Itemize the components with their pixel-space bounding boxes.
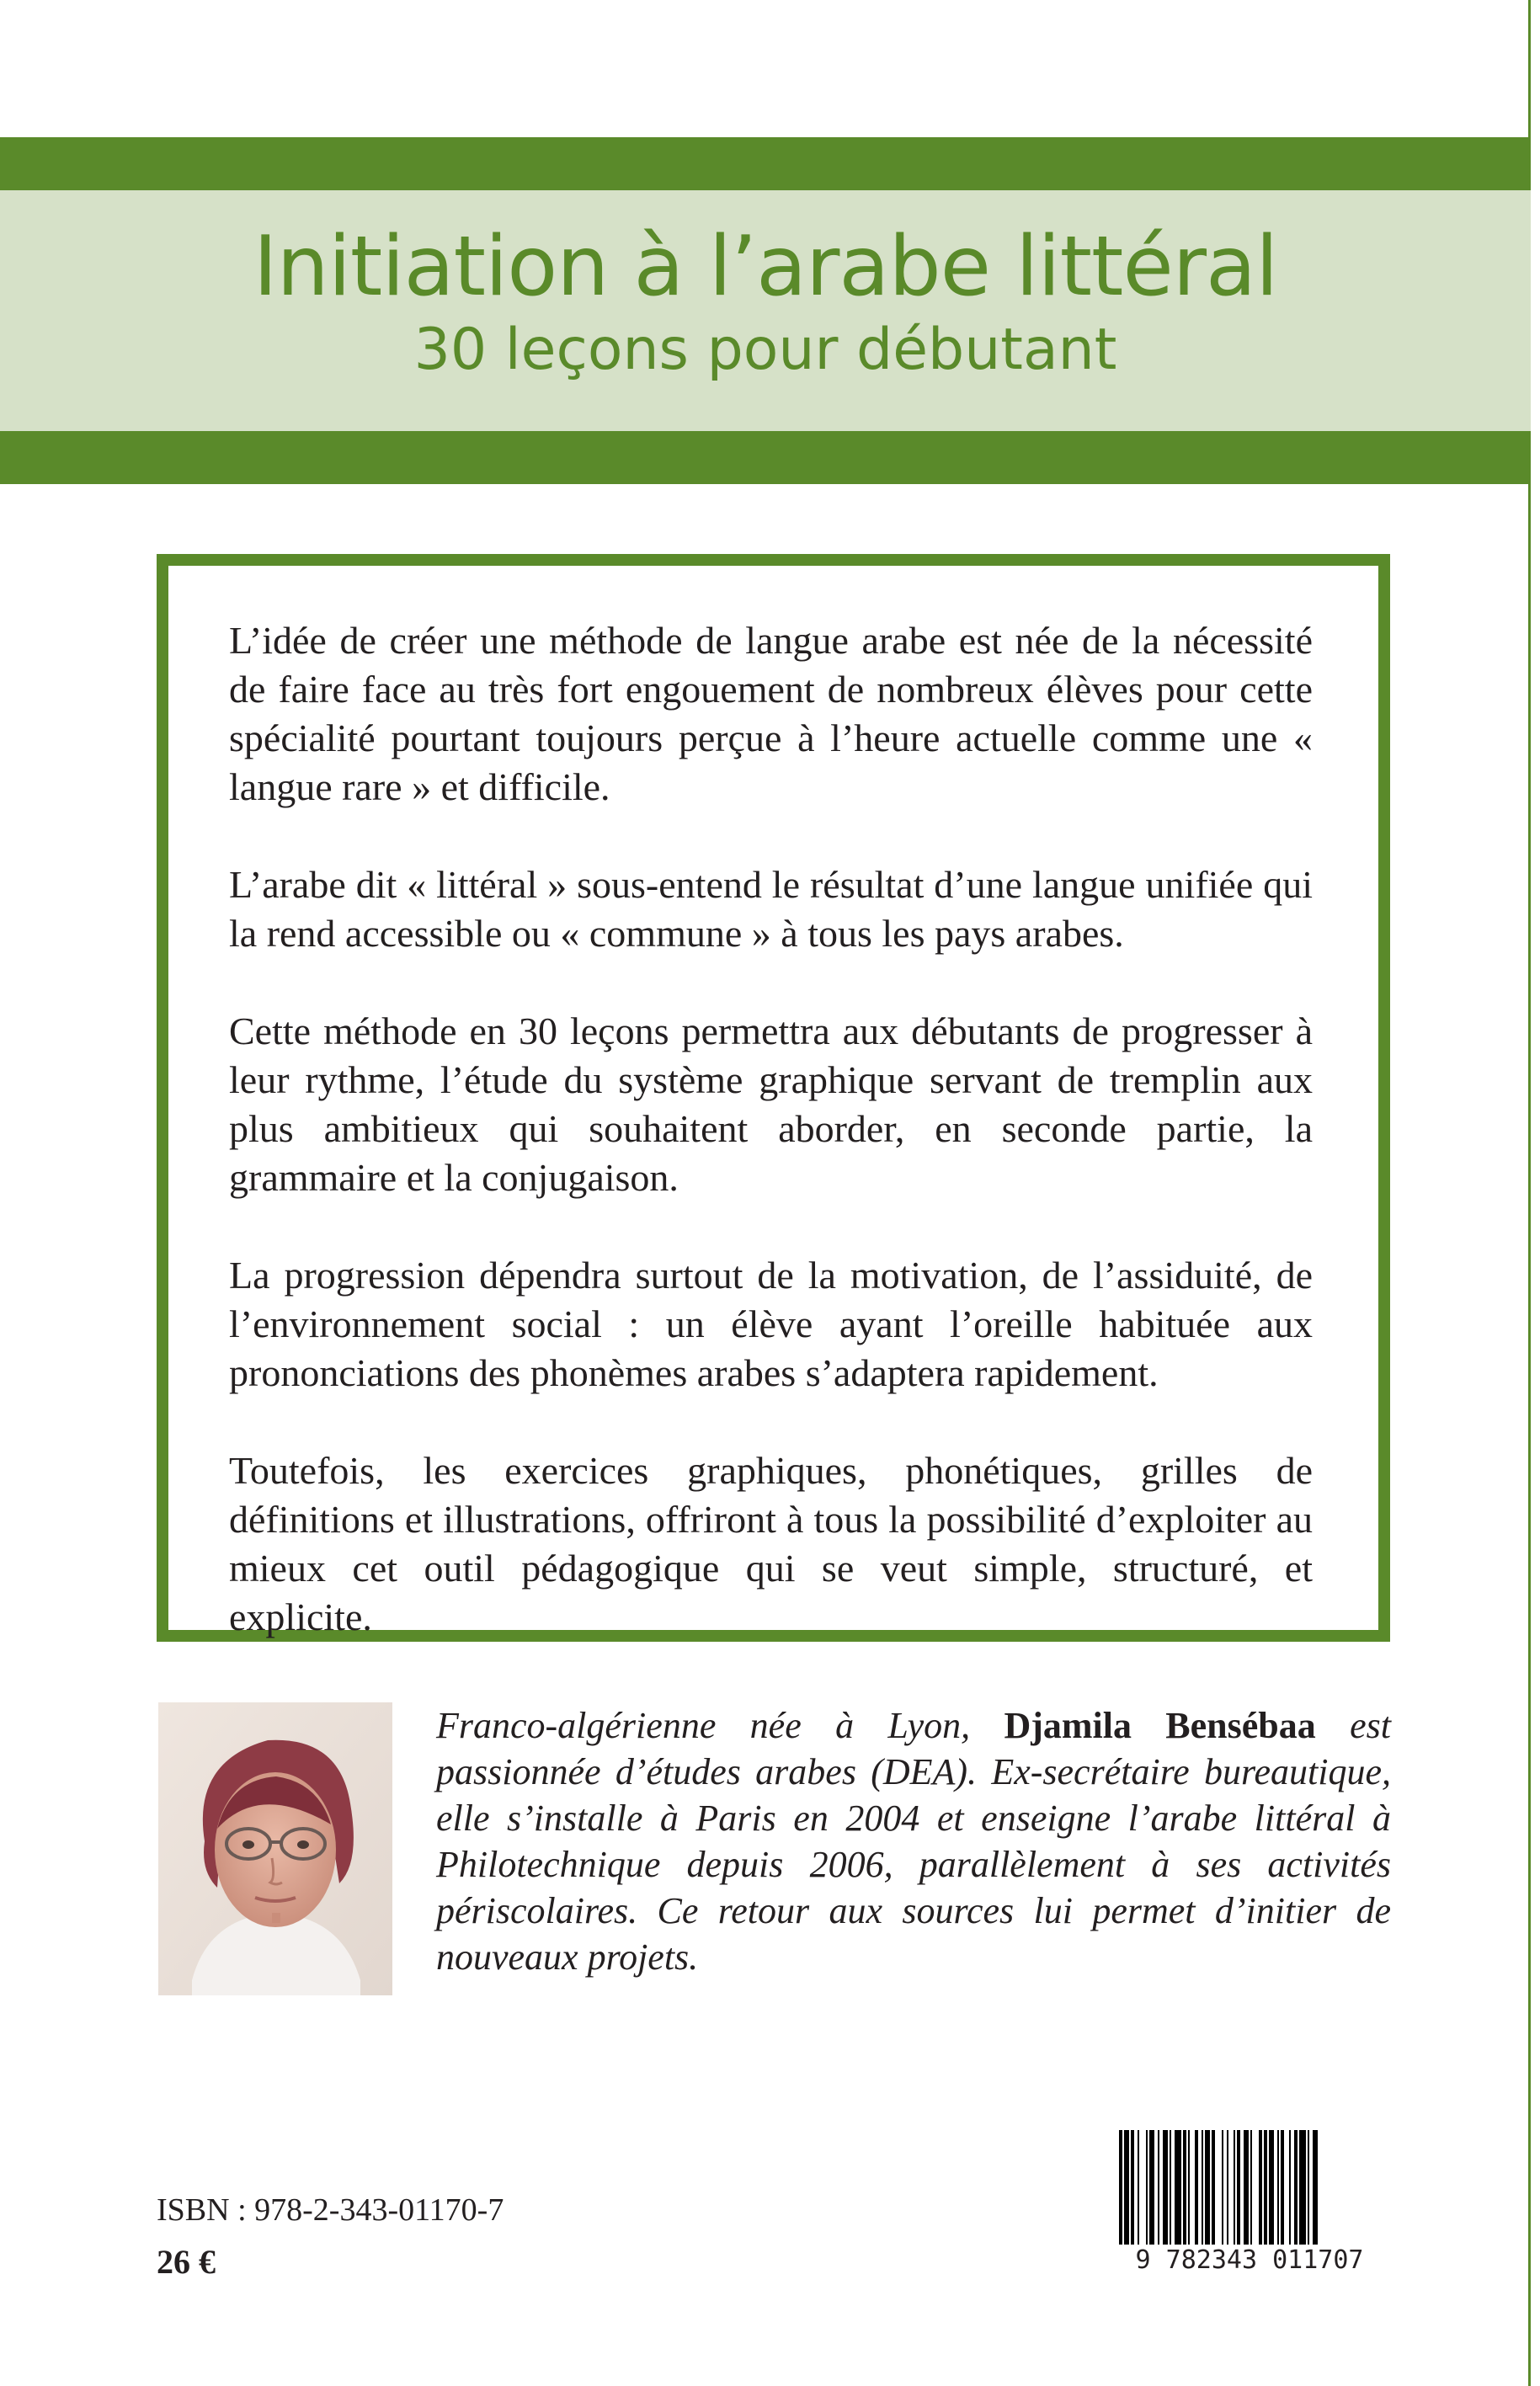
book-title: Initiation à l’arabe littéral <box>253 219 1278 315</box>
barcode-bar <box>1175 2130 1181 2245</box>
barcode-bar <box>1195 2130 1198 2245</box>
barcode-bar <box>1281 2130 1284 2245</box>
barcode-bar <box>1138 2130 1139 2245</box>
barcode-bar <box>1299 2130 1306 2245</box>
description-paragraph: L’arabe dit « littéral » sous-entend le résultat d’une langue unifiée qui la rend accessible ou « commune » à tous les pays arabes. <box>229 863 1313 955</box>
description-paragraph: L’idée de créer une méthode de langue arabe est née de la nécessité de faire face au très fort engouement de nombreux élèves pour cette spécialité pourtant toujours perçue à l’heure actuelle comme une « langue rare » et difficile. <box>229 619 1313 808</box>
barcode-bar <box>1313 2130 1318 2245</box>
barcode-bar <box>1234 2130 1235 2245</box>
barcode-bar <box>1222 2130 1223 2245</box>
barcode-bar <box>1131 2130 1134 2245</box>
barcode-bar <box>1124 2130 1129 2245</box>
author-bio-text: est passionnée d’études arabes (DEA). Ex-secrétaire bureautique, elle s’installe à Paris en 2004 et enseigne l’arabe littéral à Philotechnique depuis 2006, parallèlement à ses activités périscolaires. Ce retour aux sources lui permet d’initier de nouveaux projets. <box>436 1705 1391 1978</box>
description-frame <box>157 554 1390 1642</box>
barcode-bar <box>1227 2130 1228 2245</box>
description-paragraph: Toutefois, les exercices graphiques, phonétiques, grilles de définitions et illustrations, offriront à tous la possibilité d’exploiter au mieux cet outil pédagogique qui se veut simple, structuré, et explicite. <box>229 1449 1313 1638</box>
price: 26 € <box>157 2243 216 2281</box>
barcode-bar <box>1149 2130 1154 2245</box>
header-band-top <box>0 137 1531 190</box>
description-paragraph: La progression dépendra surtout de la motivation, de l’assiduité, de l’environnement social : un élève ayant l’oreille habituée aux prononciations des phonèmes arabes s’adaptera rapidement. <box>229 1254 1313 1394</box>
barcode-bar <box>1259 2130 1262 2245</box>
barcode-bar <box>1277 2130 1279 2245</box>
barcode-bar <box>1237 2130 1240 2245</box>
description-paragraph: Cette méthode en 30 leçons permettra aux débutants de progresser à leur rythme, l’étude du système graphique servant de tremplin aux plus ambitieux qui souhaitent aborder, en seconde partie, la grammaire et la conjugaison. <box>229 1009 1313 1199</box>
barcode-bar <box>1244 2130 1249 2245</box>
author-bio <box>436 1702 1391 1980</box>
barcode-number: 9 782343 011707 <box>1114 2245 1385 2277</box>
barcode-bar <box>1146 2130 1148 2245</box>
barcode-bar <box>1212 2130 1215 2245</box>
barcode-bar <box>1289 2130 1291 2245</box>
barcode-bar <box>1158 2130 1159 2245</box>
book-subtitle: 30 leçons pour débutant <box>413 317 1117 383</box>
barcode-bar <box>1188 2130 1190 2245</box>
barcode-bar <box>1205 2130 1210 2245</box>
barcode-bar <box>1308 2130 1309 2245</box>
barcode-bar <box>1170 2130 1171 2245</box>
barcode-bar <box>1294 2130 1298 2245</box>
isbn: ISBN : 978-2-343-01170-7 <box>157 2192 504 2228</box>
barcode-bar <box>1163 2130 1168 2245</box>
barcode-bar <box>1183 2130 1186 2245</box>
barcode-bar <box>1119 2130 1122 2245</box>
barcode-bar <box>1250 2130 1252 2245</box>
barcode-bar <box>1264 2130 1267 2245</box>
author-bio-intro: Franco-algérienne née à Lyon, <box>436 1705 1004 1746</box>
barcode-bar <box>1269 2130 1274 2245</box>
author-photo <box>158 1702 392 1995</box>
header-band-bottom <box>0 431 1531 484</box>
barcode-bar <box>1202 2130 1203 2245</box>
author-name: Djamila Bensébaa <box>1004 1705 1316 1746</box>
